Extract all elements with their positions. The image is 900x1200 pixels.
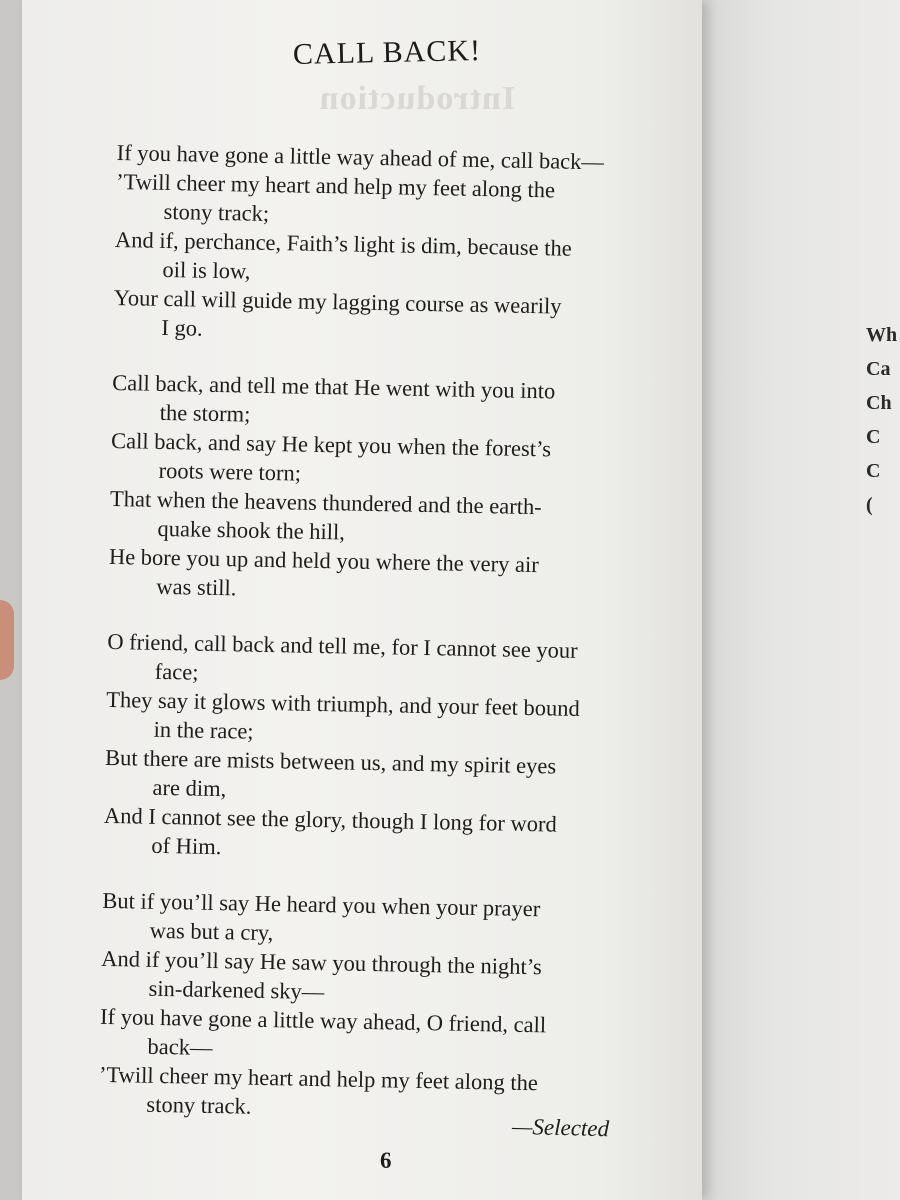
poem-line-continuation: the storm; bbox=[159, 399, 251, 427]
poem-stanza bbox=[98, 886, 677, 1129]
poem-line-continuation: in the race; bbox=[153, 716, 254, 744]
adjacent-fragment: ( bbox=[866, 494, 873, 516]
poem-line-text: Your call will guide my lagging course as wearily bbox=[113, 284, 562, 319]
poem-line-text: They say it glows with triumph, and your feet bound bbox=[105, 686, 581, 721]
poem-line-continuation: are dim, bbox=[152, 774, 227, 802]
poem-line-text: If you have gone a little way ahead of me, call back— bbox=[116, 139, 605, 175]
poem-stanza bbox=[113, 138, 692, 352]
poem-line-text: But if you’ll say He heard you when your prayer bbox=[102, 887, 541, 922]
poem-line-text: And I cannot see the glory, though I long for word bbox=[103, 802, 557, 837]
poem-line-text: And if, perchance, Faith’s light is dim, because the bbox=[114, 226, 572, 261]
poem-line-text: And if you’ll say He saw you through the night’s bbox=[101, 945, 542, 980]
poem-line-continuation: quake shook the hill, bbox=[157, 515, 346, 545]
adjacent-fragment: C bbox=[866, 460, 881, 482]
poem-line-text: Call back, and say He kept you when the forest’s bbox=[110, 427, 552, 462]
adjacent-fragment: C bbox=[866, 426, 881, 448]
poem-stanza bbox=[108, 368, 687, 611]
poem-line bbox=[113, 283, 689, 352]
poem-line-continuation: of Him. bbox=[151, 832, 222, 860]
poem-attribution: —Selected bbox=[511, 1113, 610, 1142]
poem-line-continuation: face; bbox=[154, 658, 199, 685]
poem-line-continuation: oil is low, bbox=[162, 256, 251, 284]
poem-line-continuation: I go. bbox=[161, 314, 203, 341]
poem-line-continuation: was still. bbox=[156, 573, 237, 601]
poem-stanza bbox=[103, 627, 682, 870]
poem-title: CALL BACK! bbox=[292, 34, 482, 71]
poem-line-text: O friend, call back and tell me, for I cannot see your bbox=[107, 628, 578, 663]
adjacent-fragment: Wh bbox=[866, 324, 898, 346]
poem-line-text: He bore you up and held you where the very air bbox=[108, 543, 539, 578]
finger-edge bbox=[0, 600, 14, 680]
poem-line-text: ’Twill cheer my heart and help my feet along the bbox=[115, 168, 556, 203]
poem-line-continuation: back— bbox=[147, 1033, 213, 1060]
poem-line-text: If you have gone a little way ahead, O friend, call bbox=[99, 1003, 547, 1038]
poem-line-continuation: sin-darkened sky— bbox=[148, 975, 325, 1005]
poem-line-continuation: stony track. bbox=[146, 1091, 252, 1119]
poem-line-text: ’Twill cheer my heart and help my feet along the bbox=[98, 1061, 539, 1096]
poem-line bbox=[103, 801, 679, 870]
page-number: 6 bbox=[380, 1148, 392, 1173]
poem-line-text: Call back, and tell me that He went with you into bbox=[112, 369, 556, 404]
poem-line-continuation: roots were torn; bbox=[158, 457, 302, 486]
book-page bbox=[22, 0, 702, 1200]
bleed-through-heading: Introduction bbox=[318, 80, 516, 117]
poem-line bbox=[108, 542, 684, 611]
adjacent-page bbox=[690, 0, 900, 1200]
poem-line-continuation: stony track; bbox=[163, 198, 270, 226]
poem-line-text: But there are mists between us, and my spirit eyes bbox=[104, 744, 557, 779]
poem-line-text: That when the heavens thundered and the earth- bbox=[109, 485, 542, 520]
poem-line-continuation: was but a cry, bbox=[149, 917, 274, 946]
adjacent-fragment: Ca bbox=[866, 358, 891, 380]
poem-body bbox=[98, 138, 692, 1156]
adjacent-fragment: Ch bbox=[866, 392, 892, 414]
adjacent-page-text bbox=[866, 318, 900, 522]
